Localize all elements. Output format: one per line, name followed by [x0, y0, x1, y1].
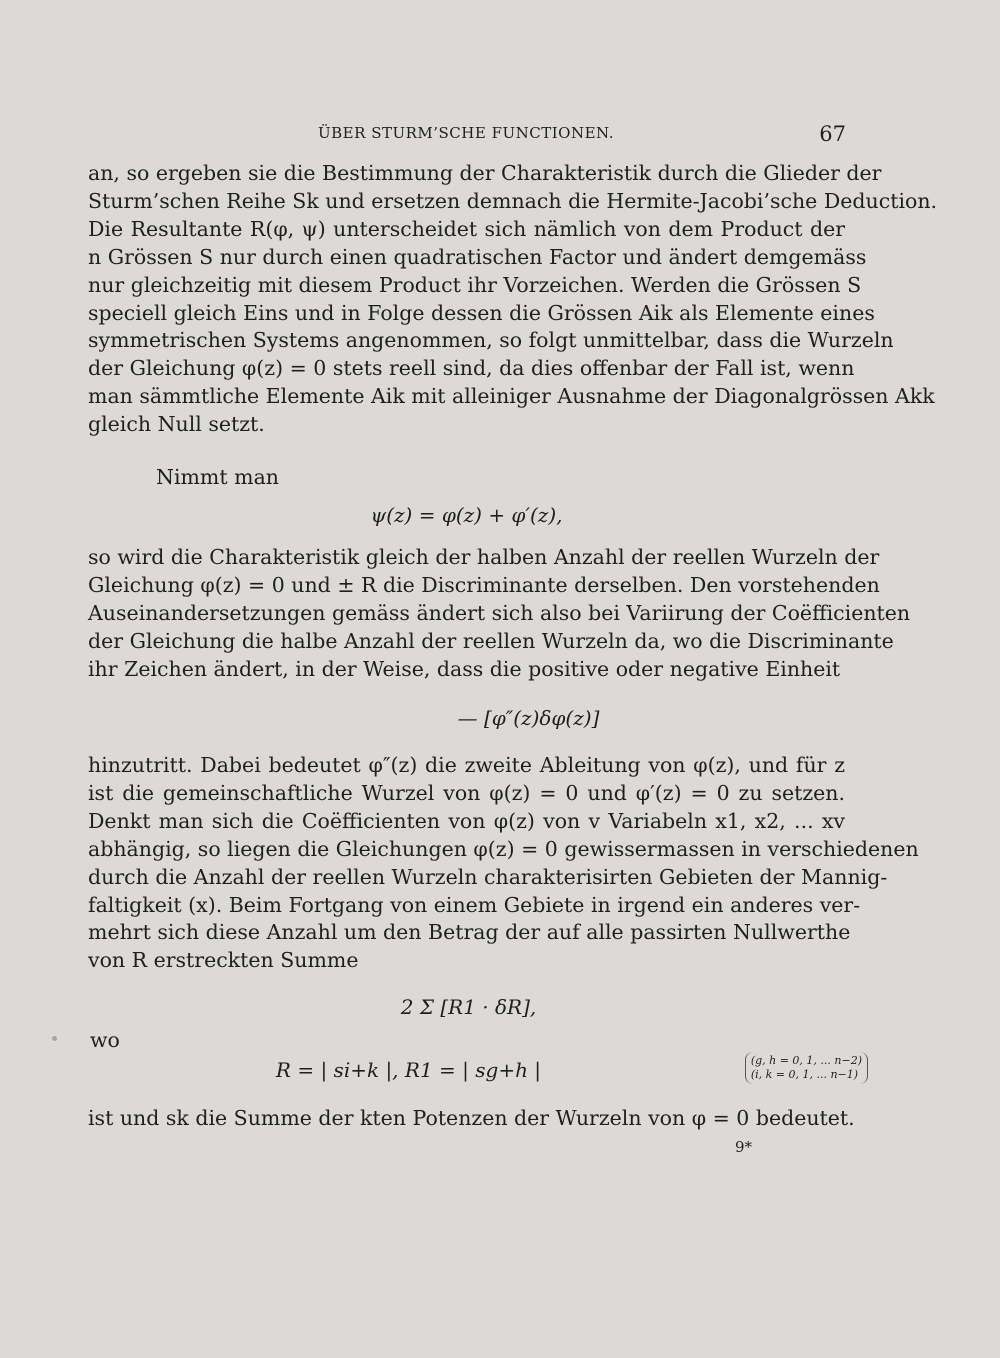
range-line: (g, h = 0, 1, ... n−2): [750, 1054, 862, 1067]
text-line: mehrt sich diese Anzahl um den Betrag der auf alle passirten Nullwerthe: [88, 920, 851, 945]
text-line: Gleichung φ(z) = 0 und ± R die Discriminante derselben. Den vorstehenden: [88, 572, 880, 597]
text-line: man sämmtliche Elemente Aik mit alleiniger Ausnahme der Diagonalgrössen Akk: [88, 384, 935, 409]
wo-label: wo: [90, 1028, 120, 1052]
text-line: speciell gleich Eins und in Folge dessen die Grössen Aik als Elemente eines: [88, 300, 875, 325]
text-line: durch die Anzahl der reellen Wurzeln charakterisirten Gebieten der Mannig-: [88, 864, 888, 889]
text-line: so wird die Charakteristik gleich der halben Anzahl der reellen Wurzeln der: [88, 545, 880, 569]
paragraph-4: [88, 752, 919, 975]
text-line: ist und sk die Summe der kten Potenzen der Wurzeln von φ = 0 bedeutet.: [88, 1106, 855, 1130]
range-line: (i, k = 0, 1, ... n−1): [750, 1068, 859, 1081]
page-number: 67: [819, 122, 846, 146]
text-line: der Gleichung die halbe Anzahl der reellen Wurzeln da, wo die Discriminante: [88, 628, 894, 653]
text-line: Denkt man sich die Coëfficienten von φ(z) von v Variabeln x1, x2, ... xv: [88, 808, 845, 833]
text-line: Nimmt man: [156, 465, 279, 489]
text-line: ist die gemeinschaftliche Wurzel von φ(z) = 0 und φ′(z) = 0 zu setzen.: [88, 780, 845, 805]
paragraph-2: [88, 464, 845, 492]
running-head: [86, 118, 846, 148]
text-line: symmetrischen Systems angenommen, so folgt unmittelbar, dass die Wurzeln: [88, 328, 894, 353]
text-line: an, so ergeben sie die Bestimmung der Charakteristik durch die Glieder der: [88, 161, 882, 185]
paragraph-1: [88, 160, 938, 439]
text-line: Die Resultante R(φ, ψ) unterscheidet sich nämlich von dem Product der: [88, 216, 845, 241]
text-line: von R erstreckten Summe: [88, 948, 359, 973]
text-line: hinzutritt. Dabei bedeutet φ″(z) die zweite Ableitung von φ(z), und für z: [88, 753, 845, 777]
text-line: Auseinandersetzungen gemäss ändert sich also bei Variirung der Coëfficienten: [88, 600, 911, 625]
text-line: nur gleichzeitig mit diesem Product ihr Vorzeichen. Werden die Grössen S: [88, 272, 862, 297]
formula-determinants: R = | si+k |, R1 = | sg+h |: [275, 1058, 542, 1082]
text-line: der Gleichung φ(z) = 0 stets reell sind, da dies offenbar der Fall ist, wenn: [88, 356, 855, 381]
formula-unit-change: — [φ″(z)δφ(z)]: [457, 706, 600, 730]
margin-dot: [52, 1036, 57, 1041]
paragraph-5: [88, 1105, 855, 1133]
text-line: Sturm’schen Reihe Sk und ersetzen demnach die Hermite-Jacobi’sche Deduction.: [88, 188, 938, 213]
text-line: gleich Null setzt.: [88, 412, 265, 437]
text-line: abhängig, so liegen die Gleichungen φ(z) = 0 gewissermassen in verschiedenen: [88, 836, 919, 861]
index-ranges: [745, 1052, 868, 1084]
paragraph-3: [88, 544, 911, 684]
running-title: ÜBER STURM’SCHE FUNCTIONEN.: [318, 124, 614, 142]
formula-sum: 2 Σ [R1 · δR],: [400, 995, 537, 1019]
text-line: n Grössen S nur durch einen quadratischen Factor und ändert demgemäss: [88, 244, 867, 269]
sheet-signature: 9*: [735, 1138, 753, 1156]
text-line: ihr Zeichen ändert, in der Weise, dass die positive oder negative Einheit: [88, 656, 841, 681]
formula-psi: ψ(z) = φ(z) + φ′(z),: [370, 503, 563, 527]
text-line: faltigkeit (x). Beim Fortgang von einem Gebiete in irgend ein anderes ver-: [88, 892, 861, 917]
